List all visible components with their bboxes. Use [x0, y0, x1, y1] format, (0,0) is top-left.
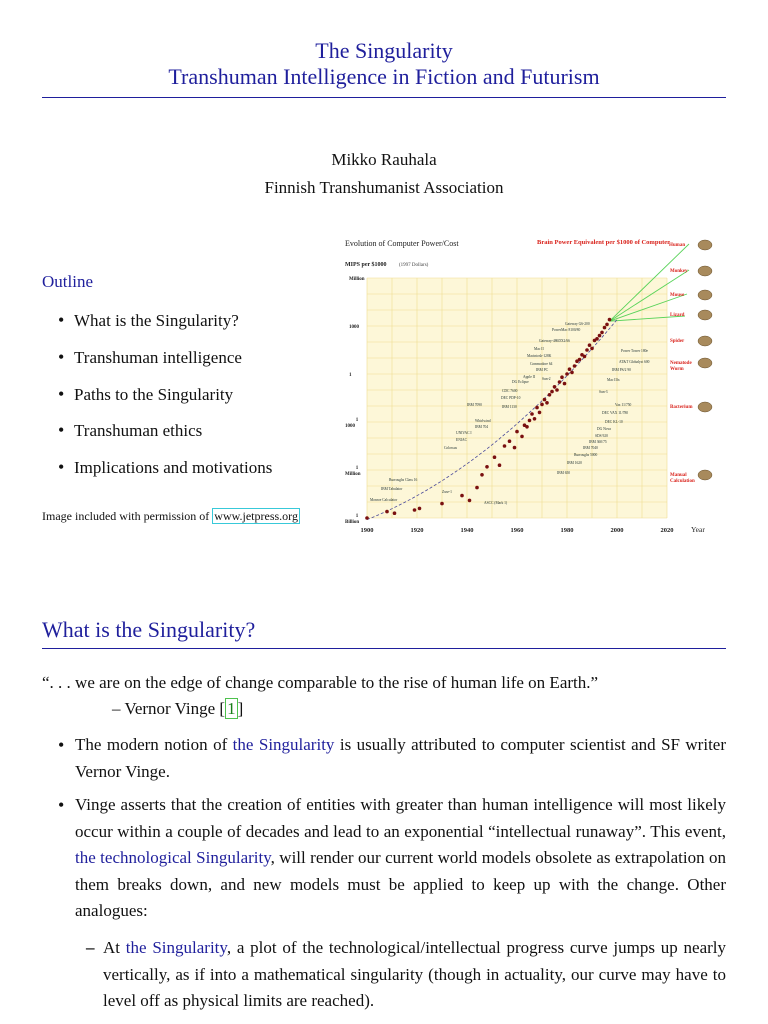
- creature-icon: [698, 290, 712, 300]
- data-point: [503, 444, 507, 448]
- y-tick-label: 1: [349, 373, 352, 378]
- data-point: [600, 331, 604, 335]
- machine-label: Colossus: [444, 446, 457, 450]
- citation-link[interactable]: 1: [227, 699, 236, 718]
- data-point: [508, 439, 512, 443]
- creature-icon: [698, 266, 712, 276]
- machine-label: DG Eclipse: [512, 380, 529, 384]
- data-point: [560, 375, 564, 379]
- author-block: [0, 146, 768, 202]
- data-point: [440, 502, 444, 506]
- dash-icon: –: [86, 938, 95, 957]
- data-point: [590, 347, 594, 351]
- data-point: [605, 323, 609, 327]
- data-point: [598, 334, 602, 338]
- data-point: [528, 419, 532, 423]
- data-point: [550, 390, 554, 394]
- machine-label: DEC PDP-10: [501, 396, 521, 400]
- data-point: [540, 403, 544, 407]
- quote-attribution: – Vernor Vinge [ 1 ]: [112, 699, 244, 718]
- x-tick-label: 1960: [510, 527, 524, 534]
- machine-label: CDC 7600: [502, 389, 518, 393]
- data-point: [515, 430, 519, 434]
- machine-label: Power Tower 180e: [621, 349, 649, 353]
- data-point: [583, 355, 587, 359]
- bullet-paragraph-1: • The modern notion of the Singularity is usually attributed to computer scientist and SF writer Vernor Vinge.: [58, 732, 726, 785]
- machine-label: IBM 360/75: [589, 440, 607, 444]
- data-point: [460, 494, 464, 498]
- machine-label: AT&T Globalyst 600: [619, 360, 650, 364]
- outline-heading: Outline: [42, 272, 93, 291]
- data-point: [468, 499, 472, 503]
- machine-label: IBM PS/2 90: [612, 368, 631, 372]
- data-point: [543, 398, 547, 402]
- x-tick-label: 2000: [610, 527, 624, 534]
- chart-xaxis-label: Year: [691, 525, 705, 534]
- chart-ylabel-note: (1997 Dollars): [399, 263, 429, 268]
- title-line-1: The Singularity: [315, 38, 453, 63]
- machine-label: IBM 704: [475, 425, 489, 429]
- computer-power-chart: [337, 230, 720, 540]
- title-line-2: Transhuman Intelligence in Fiction and Futurism: [168, 64, 600, 89]
- technological-singularity-link[interactable]: the technological Singularity: [75, 848, 271, 867]
- machine-label: DEC KL-10: [605, 420, 623, 424]
- machine-label: ASCC (Mark 1): [484, 501, 508, 505]
- data-point: [498, 463, 502, 467]
- quote: “. . . we are on the edge of change comparable to the rise of human life on Earth.”: [42, 673, 599, 692]
- creature-icon: [698, 310, 712, 320]
- data-point: [480, 473, 484, 477]
- data-point: [535, 406, 539, 410]
- data-point: [385, 510, 389, 514]
- machine-label: Zuse-1: [442, 490, 452, 494]
- machine-label: SDS 920: [595, 434, 608, 438]
- bullet-icon: •: [58, 795, 65, 815]
- outline-item: • Transhuman intelligence: [58, 345, 272, 382]
- brain-label: Monkey: [670, 269, 688, 274]
- y-tick-label: 1000: [349, 325, 359, 330]
- section-heading: What is the Singularity?: [42, 617, 256, 642]
- data-point: [475, 486, 479, 490]
- machine-label: Sun-2: [542, 377, 551, 381]
- machine-label: IBM 650: [557, 471, 571, 475]
- chart-ylabel: MIPS per $1000: [345, 262, 387, 268]
- outline-item: • Implications and motivations: [58, 455, 272, 492]
- creature-icon: [698, 470, 712, 480]
- data-point: [525, 425, 529, 429]
- quote-author: – Vernor Vinge: [112, 699, 216, 718]
- data-point: [520, 435, 524, 439]
- data-point: [533, 417, 537, 421]
- x-tick-label: 1980: [560, 527, 574, 534]
- outline-item: • Paths to the Singularity: [58, 382, 272, 419]
- data-point: [588, 343, 592, 347]
- data-point: [538, 411, 542, 415]
- machine-label: Whirlwind: [475, 419, 491, 423]
- y-tick-label: 1000: [345, 424, 355, 429]
- machine-label: Apple II: [523, 375, 536, 379]
- machine-label: PowerMac 8100/80: [552, 328, 581, 332]
- permission-link[interactable]: www.jetpress.org: [214, 509, 298, 523]
- machine-label: Gateway-486DX2/66: [539, 339, 570, 343]
- brain-label: Nematode: [670, 361, 692, 366]
- data-point: [555, 388, 559, 392]
- outline-list: [58, 308, 272, 492]
- data-point: [595, 337, 599, 341]
- sub-item-1: – At the Singularity, a plot of the technological/intellectual progress curve jumps up nearly vertically, as if into a mathematical singularity (though in actuality, our curve may have to level off as physical limits are reached).: [86, 935, 726, 1015]
- machine-label: IBM Tabulator: [381, 487, 403, 491]
- data-point: [530, 412, 534, 416]
- data-point: [493, 455, 497, 459]
- y-tick-label: 1: [355, 466, 359, 471]
- brain-label: Manual: [670, 473, 687, 478]
- x-tick-label: 1940: [460, 527, 474, 534]
- creature-icon: [698, 358, 712, 368]
- machine-label: Burroughs Class 16: [389, 478, 418, 482]
- machine-label: Sun-3: [599, 390, 608, 394]
- chart-title: Evolution of Computer Power/Cost: [345, 239, 459, 248]
- title-rule: [42, 97, 726, 98]
- section-rule: [42, 648, 726, 649]
- data-point: [585, 348, 589, 352]
- machine-label: Burroughs 5000: [574, 453, 598, 457]
- machine-label: UNIVAC I: [456, 431, 472, 435]
- machine-label: ENIAC: [456, 438, 467, 442]
- brain-label: Human: [669, 243, 686, 248]
- x-tick-label: 1920: [410, 527, 424, 534]
- y-tick-label: 1: [355, 418, 359, 423]
- x-tick-label: 2020: [660, 527, 674, 534]
- brain-label: Spider: [670, 339, 685, 344]
- singularity-link-2[interactable]: the Singularity: [125, 938, 227, 957]
- data-point: [393, 511, 397, 515]
- data-point: [603, 326, 607, 330]
- creature-icon: [698, 402, 712, 412]
- data-point: [365, 516, 369, 520]
- data-point: [578, 358, 582, 362]
- chart-right-title: Brain Power Equivalent per $1000 of Computer: [537, 239, 671, 246]
- brain-label: Worm: [670, 367, 684, 372]
- y-tick-label: Billion: [345, 520, 360, 525]
- creature-icon: [698, 240, 712, 250]
- author-name: Mikko Rauhala: [331, 150, 437, 169]
- brain-label: Mouse: [670, 293, 685, 298]
- y-tick-label: Million: [349, 277, 365, 282]
- machine-label: Gateway G6-200: [565, 322, 590, 326]
- machine-label: Mac IIfx: [607, 378, 620, 382]
- brain-label: Lizard: [670, 313, 685, 318]
- machine-label: Monroe Calculator: [370, 498, 398, 502]
- data-point: [485, 465, 489, 469]
- data-point: [553, 385, 557, 389]
- data-point: [558, 380, 562, 384]
- machine-label: IBM PC: [536, 368, 549, 372]
- brain-label: Bacterium: [670, 405, 693, 410]
- machine-label: IBM 1130: [502, 405, 517, 409]
- machine-label: IBM 1620: [567, 461, 582, 465]
- data-point: [573, 364, 577, 368]
- x-tick-label: 1900: [360, 527, 374, 534]
- data-point: [608, 318, 612, 322]
- y-tick-label: 1: [355, 514, 359, 519]
- brain-label: Calculation: [670, 479, 695, 484]
- machine-label: DG Nova: [597, 427, 611, 431]
- machine-label: DEC VAX 11/780: [602, 411, 629, 415]
- outline-item: • Transhuman ethics: [58, 418, 272, 455]
- bullet-paragraph-2: • Vinge asserts that the creation of entities with greater than human intelligence will most likely occur within a couple of decades and lead to an exponential “intellectual runaway”. This event, the technological Singularity, will render our current world models obsolete as extrapolation on them breaks down, and new models must be applied to keep up with the change. Other analogues:: [58, 792, 726, 925]
- machine-label: Commodore 64: [530, 362, 553, 366]
- machine-label: IBM 7090: [467, 403, 482, 407]
- author-affiliation: Finnish Transhumanist Association: [264, 178, 504, 197]
- data-point: [413, 508, 417, 512]
- data-point: [548, 393, 552, 397]
- data-point: [563, 382, 567, 386]
- data-point: [513, 446, 517, 450]
- document-title: [0, 38, 768, 90]
- data-point: [545, 401, 549, 405]
- bullet-icon: •: [58, 735, 65, 755]
- singularity-link[interactable]: the Singularity: [232, 735, 335, 754]
- permission-text: Image included with permission of: [42, 509, 210, 523]
- data-point: [418, 507, 422, 511]
- creature-icon: [698, 336, 712, 346]
- machine-label: Macintosh-128K: [527, 354, 552, 358]
- y-tick-label: Million: [345, 472, 361, 477]
- data-point: [570, 371, 574, 375]
- machine-label: IBM 7040: [583, 446, 598, 450]
- machine-label: Vax 11/750: [615, 403, 632, 407]
- permission-note: [42, 509, 300, 524]
- data-point: [565, 372, 569, 376]
- machine-label: Mac II: [534, 347, 544, 351]
- data-point: [568, 367, 572, 371]
- outline-item: • What is the Singularity?: [58, 308, 272, 345]
